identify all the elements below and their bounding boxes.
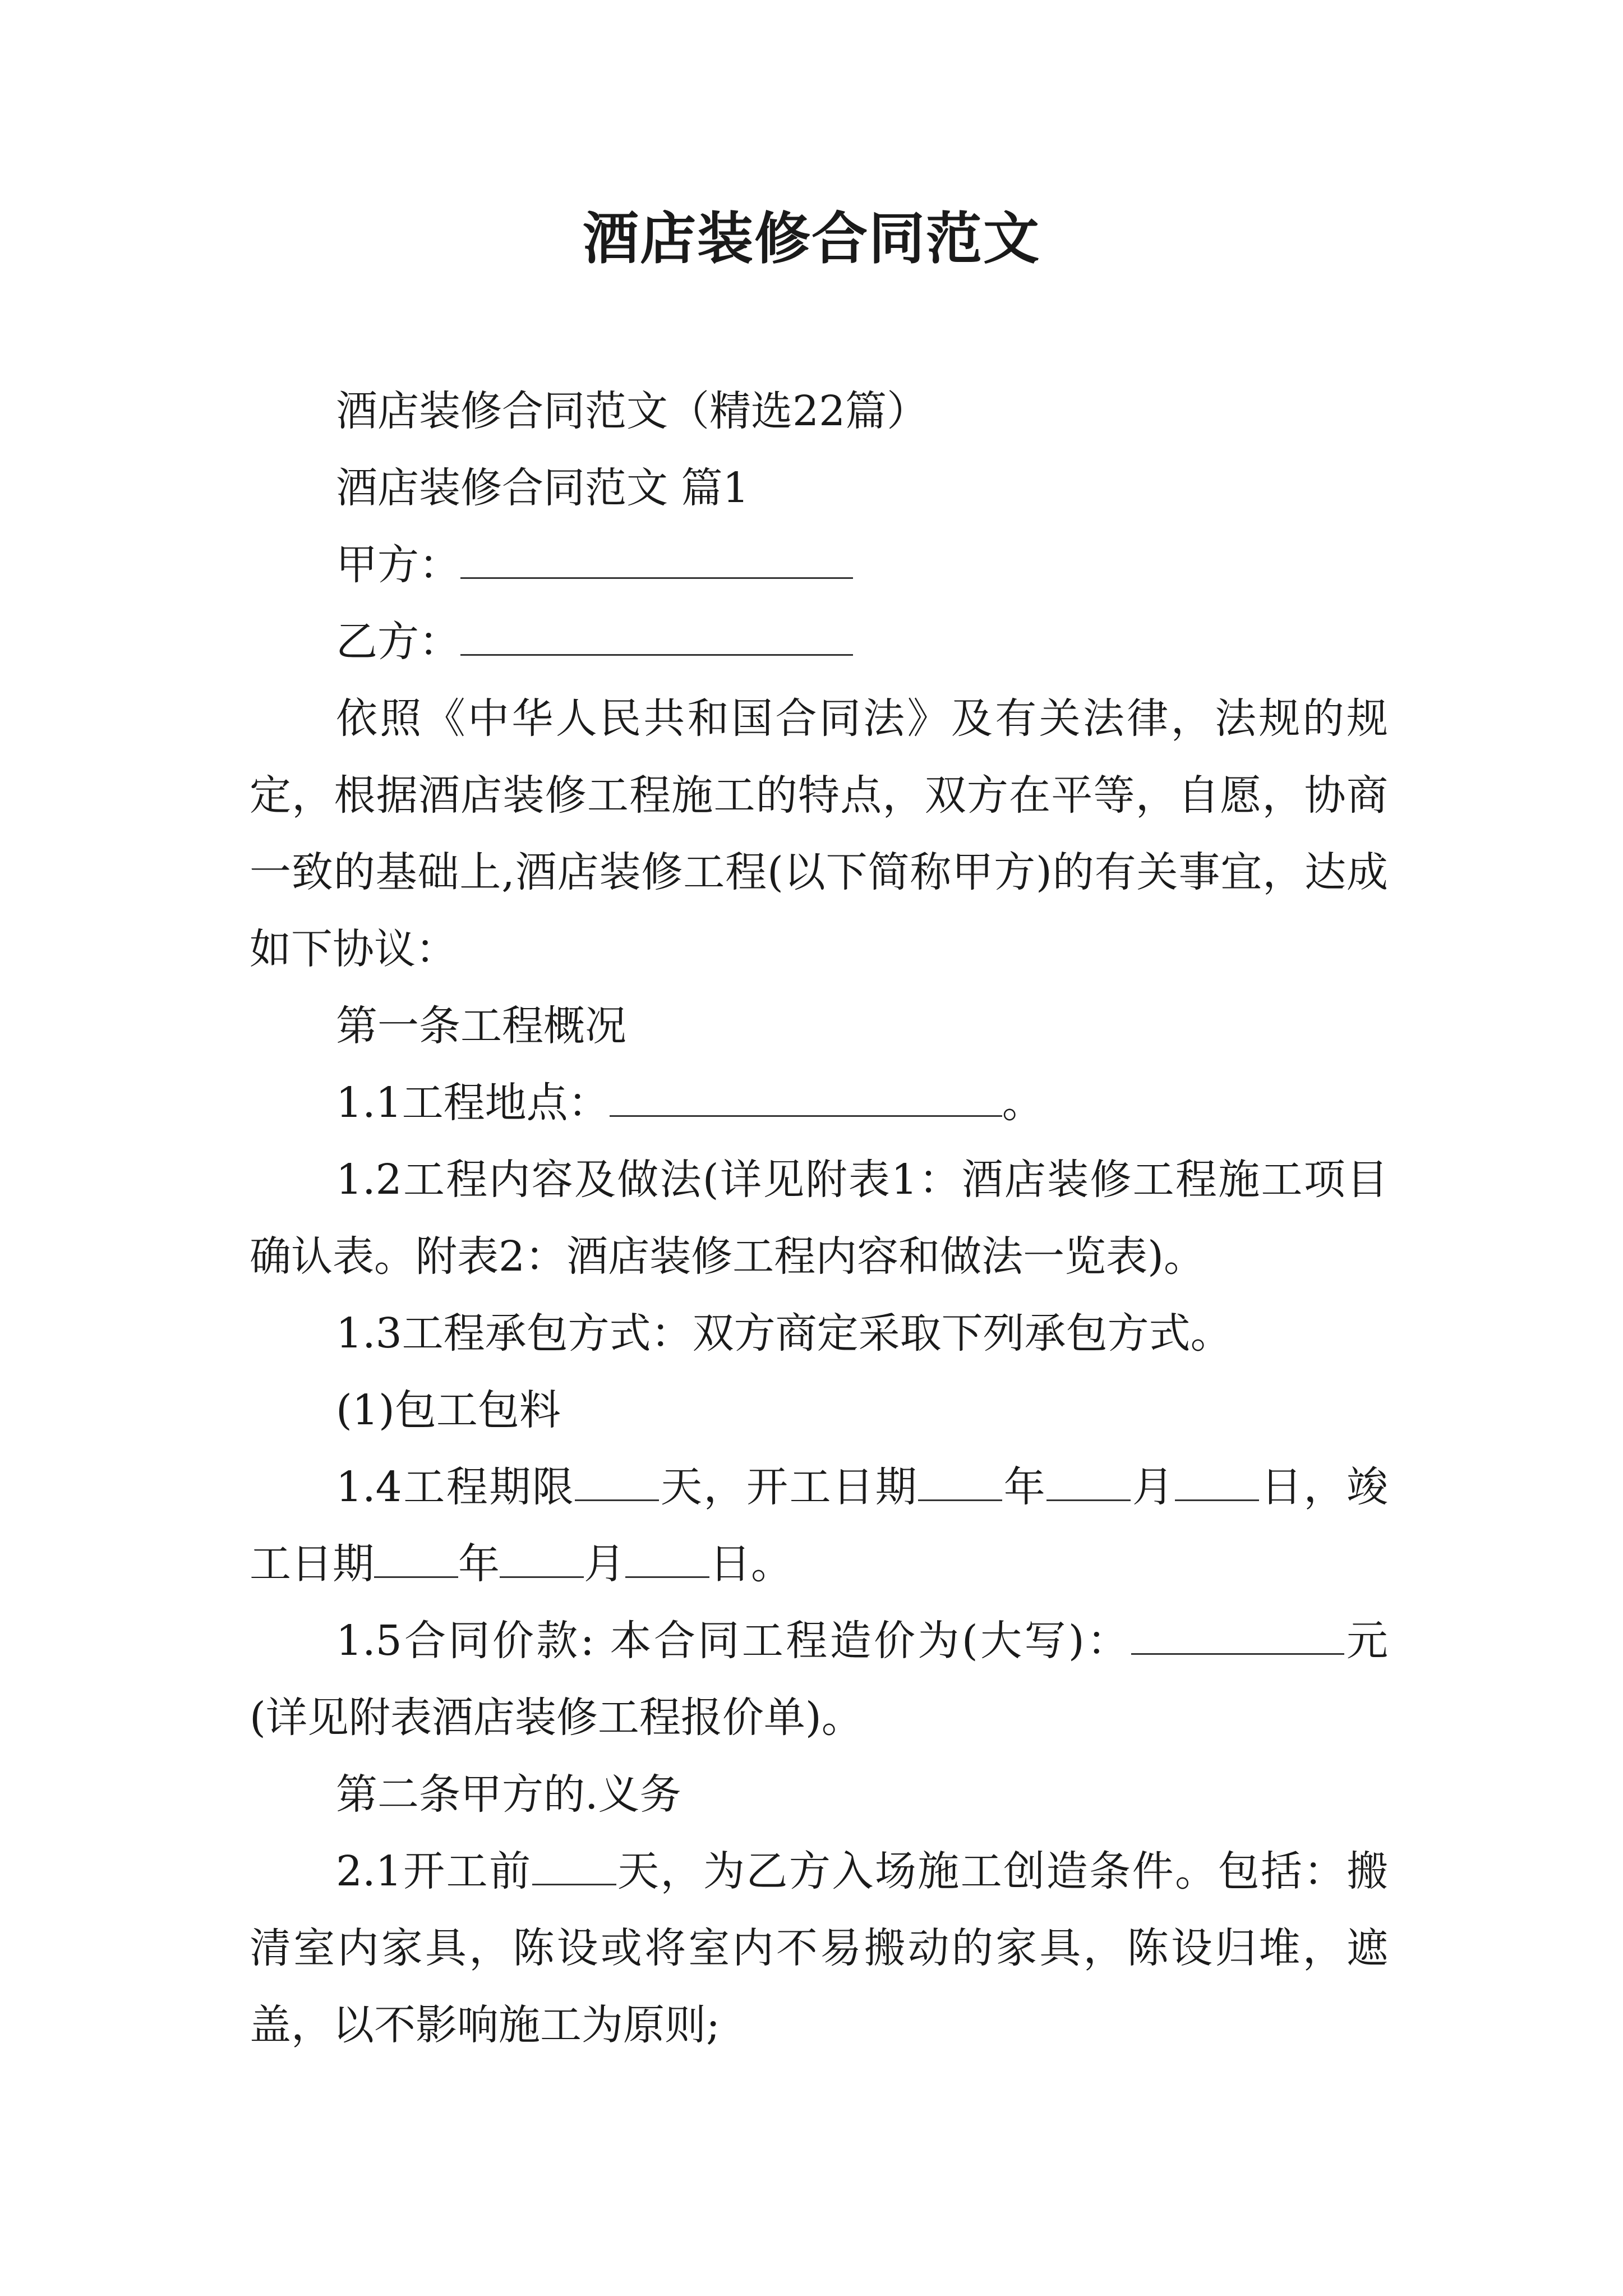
clause-1-4-text-b: 天，开工日期 xyxy=(659,1463,919,1511)
clause-1-3: 1.3工程承包方式：双方商定采取下列承包方式。 xyxy=(336,1309,1232,1358)
end-year-blank xyxy=(374,1539,458,1578)
clause-1-5 xyxy=(250,1603,1388,1756)
start-month-blank xyxy=(1046,1462,1131,1501)
party-a-label: 甲方： xyxy=(336,541,460,589)
article-1-heading: 第一条工程概况 xyxy=(336,1002,626,1050)
party-b-blank xyxy=(460,617,853,656)
party-b-line xyxy=(250,604,1388,680)
clause-1-4-text-h: 日。 xyxy=(709,1540,792,1588)
clause-2-1-text-a: 2.1开工前 xyxy=(336,1847,532,1895)
prep-days-blank xyxy=(532,1847,616,1885)
clause-1-4-text-a: 1.4工程期限 xyxy=(336,1463,575,1511)
clause-1-1-label: 1.1工程地点： xyxy=(336,1079,610,1127)
end-day-blank xyxy=(625,1539,709,1578)
party-a-line xyxy=(250,527,1388,604)
clause-1-2: 1.2工程内容及做法(详见附表1：酒店装修工程施工项目确认表。附表2：酒店装修工程内容和做法一览表)。 xyxy=(250,1156,1388,1281)
paragraph-chapter-heading: 酒店装修合同范文 篇1 xyxy=(336,464,749,512)
start-day-blank xyxy=(1175,1462,1259,1501)
party-a-blank xyxy=(460,540,853,579)
document-title: 酒店装修合同范文 xyxy=(583,205,1040,272)
clause-2-1 xyxy=(250,1833,1388,2064)
article-2-heading: 第二条甲方的.义务 xyxy=(336,1770,681,1819)
project-location-blank xyxy=(610,1078,1002,1117)
clause-1-1-end: 。 xyxy=(1002,1079,1044,1127)
end-month-blank xyxy=(500,1539,584,1578)
clause-2-1-text-b: 天，为乙方入场施工创造条件。包括：搬清室内家具，陈设或将室内不易搬动的家具，陈设归堆，遮盖，以不影响施工为原则; xyxy=(250,1847,1388,2049)
paragraph-subtitle: 酒店装修合同范文（精选22篇） xyxy=(336,387,929,435)
clause-1-3-item-1: (1)包工包料 xyxy=(336,1386,561,1434)
start-year-blank xyxy=(918,1462,1002,1501)
clause-1-5-text-b: 元(详见附表酒店装修工程报价单)。 xyxy=(250,1617,1388,1742)
clause-1-4-text-g: 月 xyxy=(584,1540,625,1588)
clause-1-4-text-f: 年 xyxy=(458,1540,500,1588)
clause-1-1 xyxy=(250,1065,1388,1142)
clause-1-4-text-d: 月 xyxy=(1131,1463,1175,1511)
document-body xyxy=(250,373,1388,2064)
duration-days-blank xyxy=(575,1462,659,1501)
contract-price-blank xyxy=(1131,1616,1344,1655)
clause-1-4-text-c: 年 xyxy=(1002,1463,1047,1511)
clause-1-4 xyxy=(250,1449,1388,1603)
clause-1-5-text-a: 1.5合同价款: 本合同工程造价为(大写)： xyxy=(336,1617,1131,1665)
party-b-label: 乙方： xyxy=(336,618,460,666)
clause-1-4-text-e: 日，竣工日期 xyxy=(250,1463,1389,1588)
paragraph-preamble: 依照《中华人民共和国合同法》及有关法律，法规的规定，根据酒店装修工程施工的特点，双方在平等，自愿，协商一致的基础上,酒店装修工程(以下简称甲方)的有关事宜，达成如下协议： xyxy=(250,694,1388,973)
